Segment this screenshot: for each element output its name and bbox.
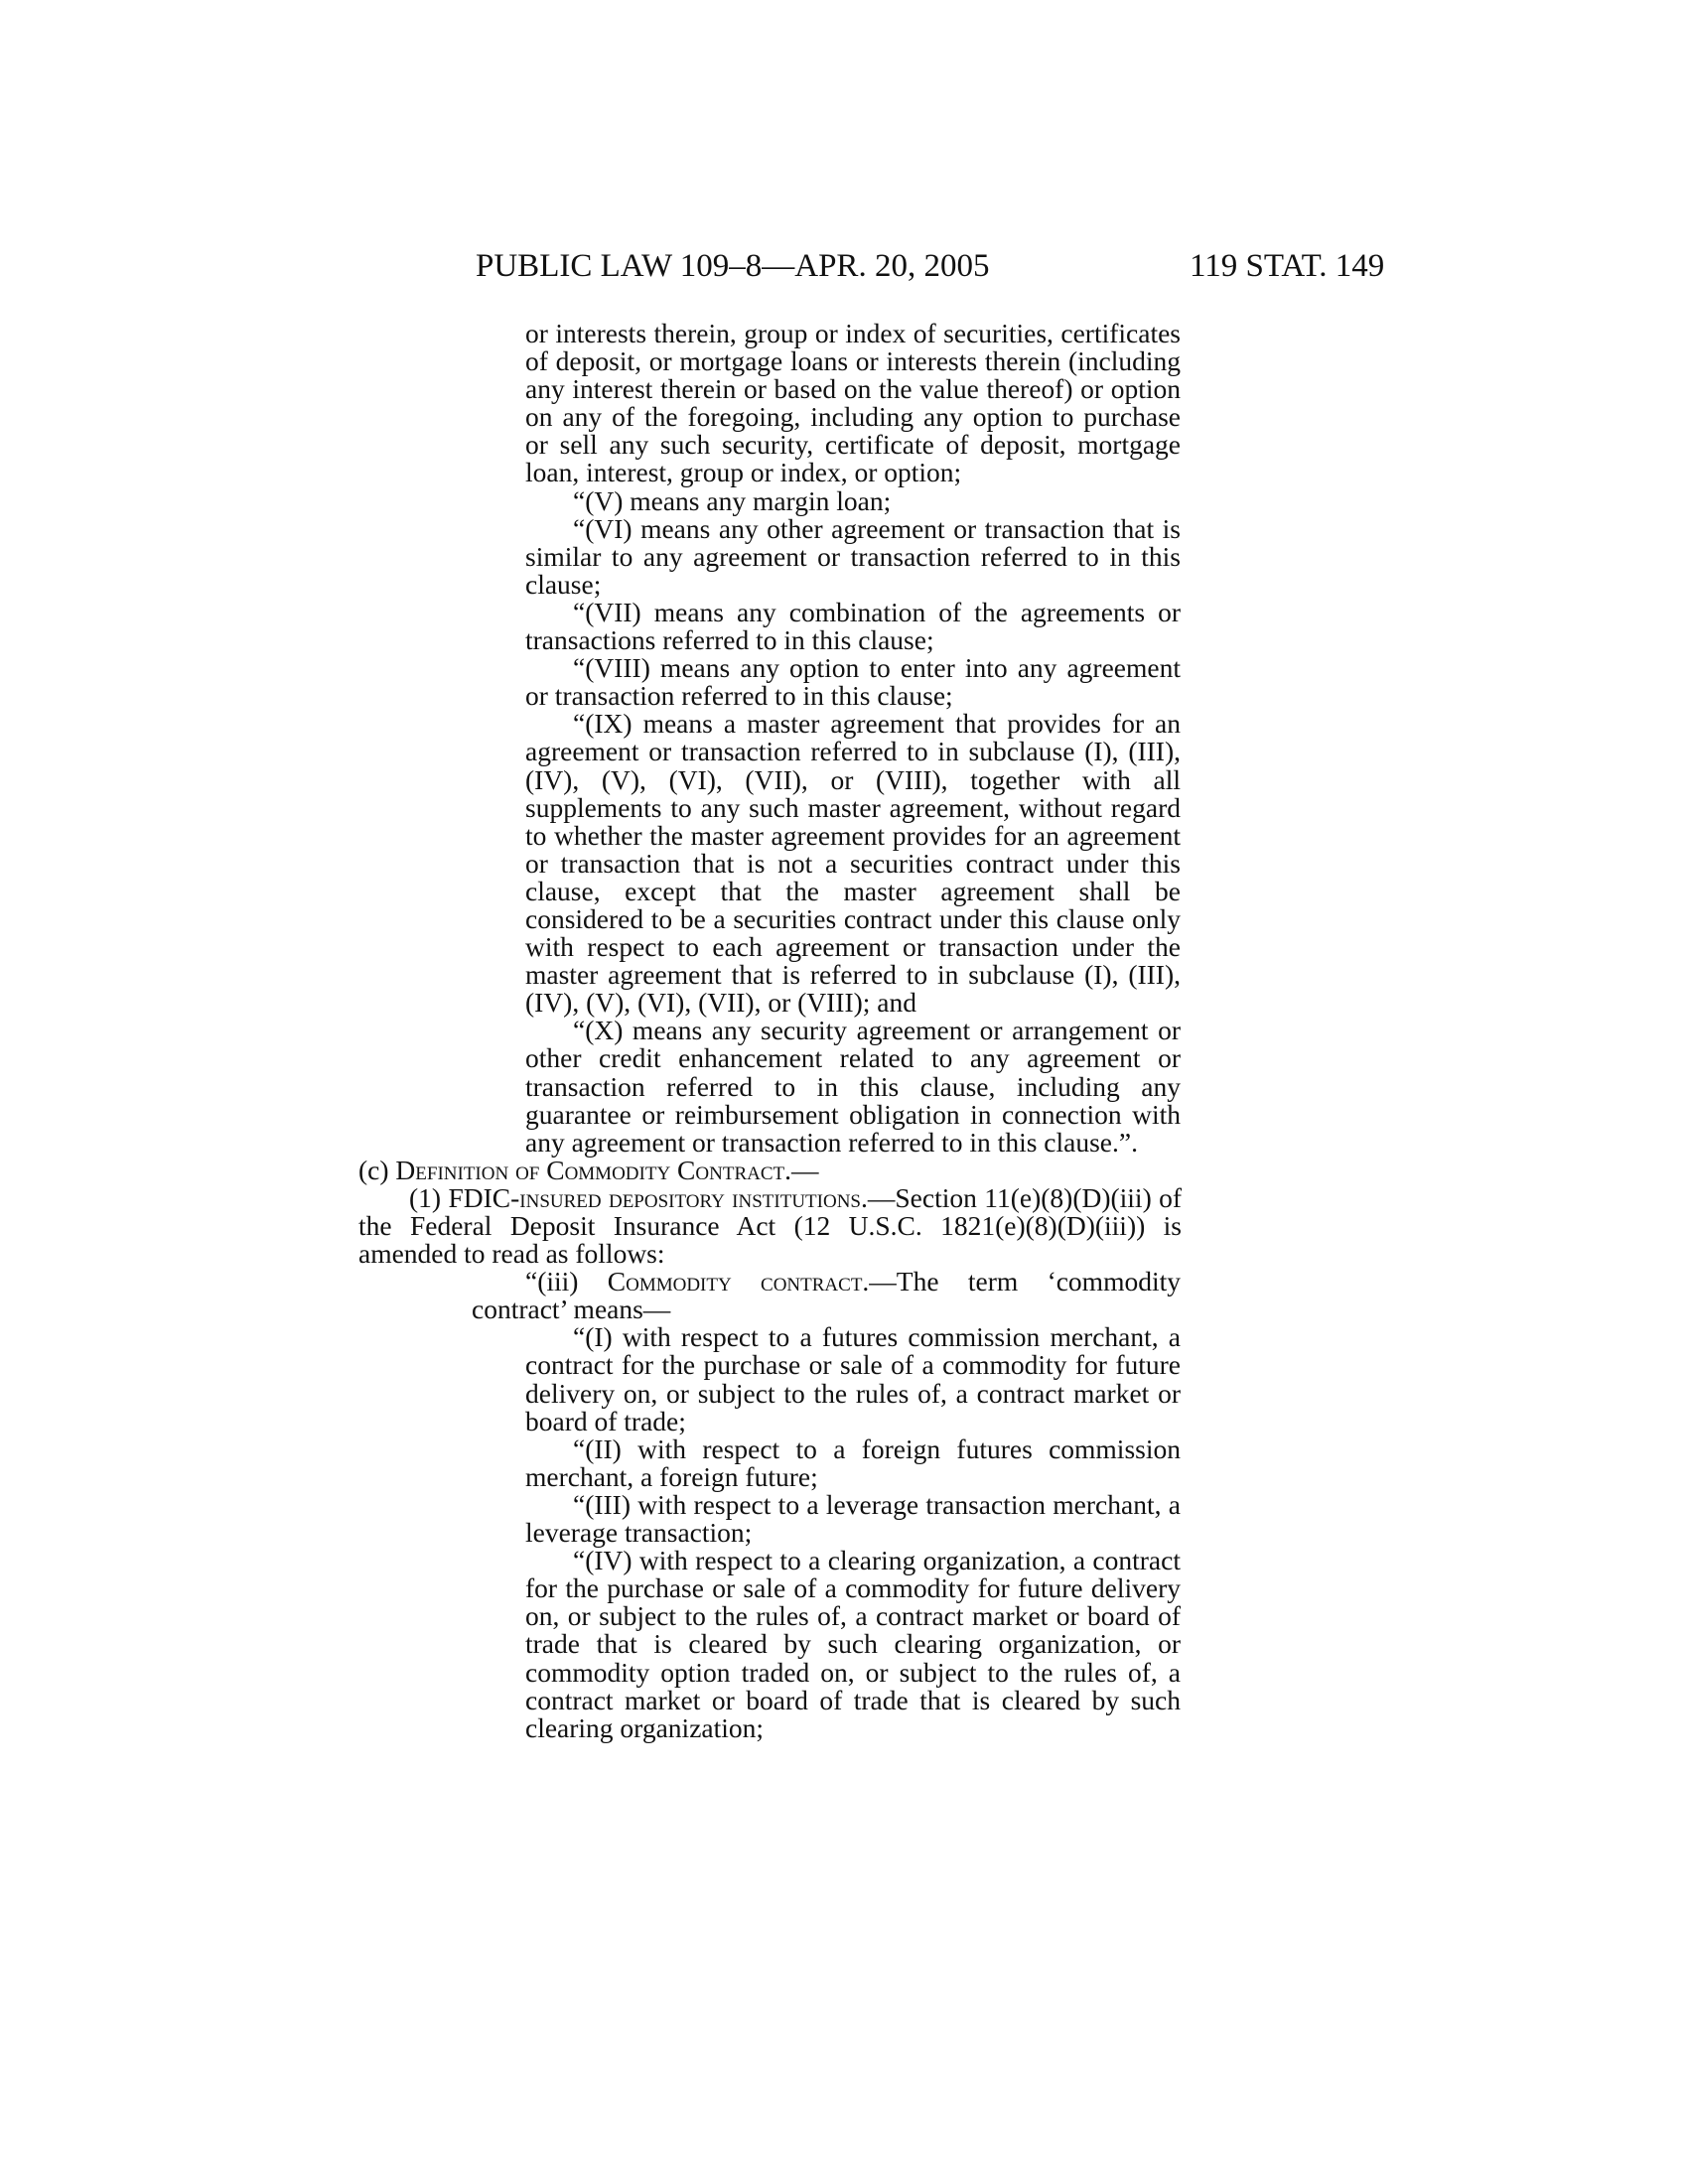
running-header-title: PUBLIC LAW 109–8—APR. 20, 2005 bbox=[476, 248, 990, 284]
clause-iii-heading: Commodity contract. bbox=[607, 1266, 870, 1297]
subclause-x: “(X) means any security agreement or arrangement or other credit enhancement related to any agreement or transaction referred to in this clause, including any guarantee or reimbursement obligation in connection with any agreement or transaction referred to in this clause.”. bbox=[525, 1015, 1181, 1158]
subclause-ix: “(IX) means a master agreement that provides for an agreement or transaction referred to in subclause (I), (III), (IV), (V), (VI), (VII), or (VIII), together with all supplements to any such master agreement, without regard to whether the master agreement provides for an agreement or transaction that is not a securities contract under this clause, except that the master agreement shall be considered to be a securities contract under this clause only with respect to each agreement or transaction under the master agreement that is referred to in subclause (I), (III), (IV), (V), (VI), (VII), or (VIII); and bbox=[525, 708, 1181, 1019]
page-stat-number: 119 STAT. 149 bbox=[1190, 248, 1385, 284]
paragraph-1-label: (1) bbox=[409, 1181, 442, 1213]
commodity-subclause-iv: “(IV) with respect to a clearing organization, a contract for the purchase or sale of a commodity for future delivery on, or subject to the rules of, a contract market or board of trade that is cleared by such clearing organization, or commodity option traded on, or subject to the rules of, a contract market or board of trade that is cleared by such clearing organization; bbox=[525, 1545, 1181, 1743]
commodity-subclause-i: “(I) with respect to a futures commission merchant, a contract for the purchase or sale of a commodity for future delivery on, or subject to the rules of, a contract market or board of trade; bbox=[525, 1321, 1181, 1436]
paragraph-1 bbox=[358, 1181, 1183, 1270]
clause-iii-text: —The term ‘commodity contract’ means— bbox=[472, 1266, 1181, 1325]
body-text bbox=[0, 320, 1688, 1742]
clause-iv-continuation: or interests therein, group or index of securities, certificates of deposit, or mortgage loans or interests therein (including any interest therein or based on the value thereof) or option on any of the foregoing, including any option to purchase or sell any such security, certificate of deposit, mortgage loan, interest, group or index, or option; bbox=[525, 318, 1181, 488]
clause-iii-label: “(iii) bbox=[525, 1266, 579, 1297]
paragraph-1-text: —Section 11(e)(8)(D)(iii) of the Federal Deposit Insurance Act (12 U.S.C. 1821(e)(8)(D)(iii)) is amended to read as follows: bbox=[358, 1181, 1183, 1270]
subsection-c-heading bbox=[358, 1154, 1182, 1185]
commodity-subclause-iii: “(III) with respect to a leverage transaction merchant, a leverage transaction; bbox=[525, 1488, 1181, 1549]
clause-iii-definition bbox=[472, 1268, 1181, 1323]
commodity-subclause-ii: “(II) with respect to a foreign futures commission merchant, a foreign future; bbox=[525, 1433, 1181, 1492]
subsection-c-label: (c) bbox=[358, 1154, 389, 1185]
subclause-viii: “(VIII) means any option to enter into any agreement or transaction referred to in this clause; bbox=[525, 652, 1181, 712]
subclause-vi: “(VI) means any other agreement or transaction that is similar to any agreement or transaction referred to in this clause; bbox=[525, 512, 1181, 600]
subsection-c-title: Definition of Commodity Contract.— bbox=[395, 1154, 819, 1185]
subclause-v: “(V) means any margin loan; bbox=[573, 484, 892, 516]
subclause-vii: “(VII) means any combination of the agreements or transactions referred to in this clause; bbox=[525, 596, 1181, 656]
paragraph-1-heading: FDIC-insured depository institutions. bbox=[448, 1181, 868, 1213]
